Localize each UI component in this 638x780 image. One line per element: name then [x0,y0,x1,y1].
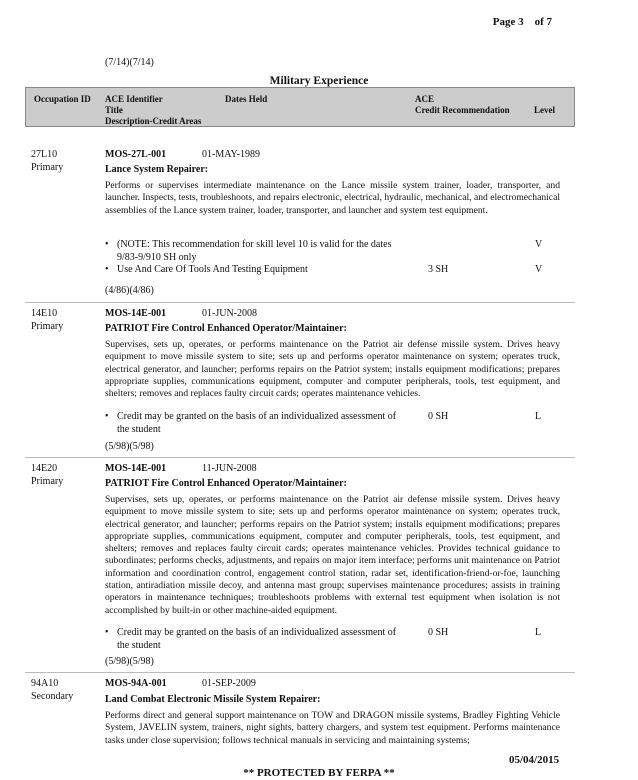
page-number [493,16,552,28]
ace-identifier: MOS-14E-001 [105,463,167,474]
credit-item [105,411,425,437]
occupation-title: PATRIOT Fire Control Enhanced Operator/Maintainer: [105,323,347,334]
credit-level: L [535,411,542,422]
credit-recommendation: 0 SH [428,411,449,422]
credit-area: Credit may be granted on the basis of an individualized assessment of the student [117,411,397,435]
occupation-title: Land Combat Electronic Missile System Repairer: [105,694,321,705]
occupation-description: Supervises, sets up, operates, or performs maintenance on the Patriot air defense missile system. Drives heavy equipment to move missile system to site; sets up and performs operator maintenance on system; operates truck, electrical generator, and launcher; performs repairs on the Patriot system; installs equipment modifications; prepares appropriate supplies, communications equipment, computer and computer peripherals, tools, test equipment, and shelters; removes and replaces faulty circuit cards; operates maintenance vehicles. Provides technical guidance to subordinates; performs checks, adjustments, and repairs on major item interface; performs unit maintenance on Patriot information and coordination control, engagement control station, radar set, identification-friend-or-foe, launching station, antiradiation missile decoy, and antenna mast group; supervises maintenance procedures; assists in training operators in maintenance techniques; troubleshoots problems with external test equipment when isolation is not accomplished by built-in or other machine-aided equipment. [105,494,560,616]
ace-identifier: MOS-14E-001 [105,308,167,319]
occupation-id: 27L10 [31,149,58,160]
bullet-icon: • [105,627,109,638]
col-occupation-id: Occupation ID [34,94,91,104]
occupation-type: Secondary [31,691,74,702]
occupation-id: 94A10 [31,678,59,689]
credit-item [105,264,425,277]
col-description: Description-Credit Areas [105,116,202,126]
occupation-type: Primary [31,162,64,173]
page-label: Page 3 [492,16,524,28]
occupation-description: Performs or supervises intermediate maintenance on the Lance missile system trainer, loader, transporter, and launcher. Inspects, tests, troubleshoots, and repairs electronic, electrical, hydraulic, mechanical, and electromechanical assemblies of the Lance system trainer, loader, transporter, and launcher and system test equipment. [105,180,560,216]
ace-identifier: MOS-27L-001 [105,149,167,160]
occupation-type: Primary [31,321,64,332]
page-total: of 7 [534,16,552,28]
ace-identifier: MOS-94A-001 [105,678,167,689]
date-held: 01-MAY-1989 [202,149,260,160]
credit-item [105,627,425,653]
top-reference: (7/14)(7/14) [105,57,154,68]
entry-reference: (5/98)(5/98) [105,656,154,667]
credit-recommendation: 0 SH [428,627,449,638]
col-level: Level [534,105,555,115]
occupation-type: Primary [31,476,64,487]
col-ace-identifier: ACE Identifier [105,94,163,104]
col-dates-held: Dates Held [225,94,268,104]
occupation-description: Performs direct and general support maintenance on TOW and DRAGON missile systems, Bradley Fighting Vehicle System, JAVELIN system, trainers, night sights, battery chargers, and system test equipment. Performs maintenance tasks under close supervision; follows technical manuals in servicing and maintaining systems; [105,710,560,746]
occupation-title: PATRIOT Fire Control Enhanced Operator/Maintainer: [105,478,347,489]
credit-recommendation: 3 SH [428,264,449,275]
credit-area: (NOTE: This recommendation for skill level 10 is valid for the dates 9/83-9/910 SH only [117,239,392,263]
credit-level: V [535,239,543,250]
credit-item [105,239,425,265]
entry-divider [25,457,575,458]
credit-area: Use And Care Of Tools And Testing Equipment [117,264,308,275]
date-held: 01-JUN-2008 [202,308,257,319]
entry-reference: (5/98)(5/98) [105,441,154,452]
credit-level: V [535,264,543,275]
ferpa-notice: ** PROTECTED BY FERPA ** [243,767,395,779]
bullet-icon: • [105,411,109,422]
occupation-description: Supervises, sets up, operates, or performs maintenance on the Patriot air defense missile system. Drives heavy equipment to move missile system to site; sets up and performs operator maintenance on system; operates truck, electrical generator, and launcher; performs repairs on the Patriot system; installs equipment modifications; prepares appropriate supplies, communications equipment, computer and computer peripherals, tools, test equipment, and shelters; removes and replaces faulty circuit cards; operates maintenance vehicles. [105,339,560,400]
col-title: Title [105,105,123,115]
column-header [25,87,575,127]
bullet-icon: • [105,264,109,275]
entry-reference: (4/86)(4/86) [105,285,154,296]
occupation-id: 14E10 [31,308,58,319]
col-ace: ACE [415,94,435,104]
section-title: Military Experience [269,75,369,87]
entry-divider [25,302,575,303]
entry-divider [25,672,575,673]
bullet-icon: • [105,239,109,250]
col-credit-recommendation: Credit Recommendation [415,105,510,115]
footer-date: 05/04/2015 [509,754,560,766]
credit-level: L [535,627,542,638]
date-held: 01-SEP-2009 [202,678,256,689]
date-held: 11-JUN-2008 [202,463,257,474]
occupation-id: 14E20 [31,463,58,474]
credit-area: Credit may be granted on the basis of an individualized assessment of the student [117,627,397,651]
occupation-title: Lance System Repairer: [105,164,209,175]
